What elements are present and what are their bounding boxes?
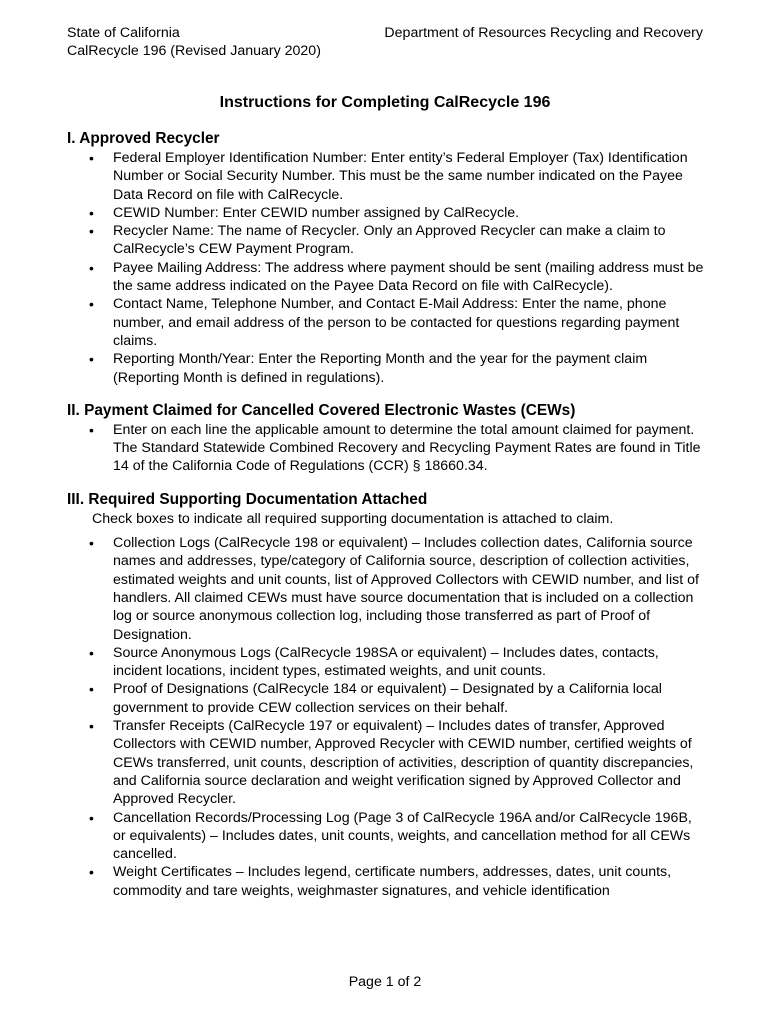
bullet-icon: • xyxy=(89,535,94,552)
list-item xyxy=(67,534,707,644)
header-form-id: CalRecycle 196 (Revised January 2020) xyxy=(67,43,321,59)
list-item xyxy=(67,204,707,222)
bullet-list xyxy=(67,149,707,387)
list-item-text: Contact Name, Telephone Number, and Contact E-Mail Address: Enter the name, phone number, and email address of the person to be contacted for questions regarding payment claims. xyxy=(113,296,680,349)
header-state: State of California xyxy=(67,25,180,41)
bullet-icon: • xyxy=(89,864,94,881)
list-item-text: Recycler Name: The name of Recycler. Only an Approved Recycler can make a claim to CalRecycle’s CEW Payment Program. xyxy=(113,223,666,258)
page-title: Instructions for Completing CalRecycle 196 xyxy=(219,94,551,111)
list-item xyxy=(67,149,707,204)
list-item xyxy=(67,350,707,387)
list-item xyxy=(67,421,707,476)
bullet-icon: • xyxy=(89,296,94,313)
section-payment-claimed xyxy=(67,401,707,476)
bullet-icon: • xyxy=(89,204,94,221)
list-item-text: Transfer Receipts (CalRecycle 197 or equivalent) – Includes dates of transfer, Approved Collectors with CEWID number, Approved Recycler with CEWID number, certified weights of CEWs transferred, unit counts, description of activities, description of quantity discrepancies, and California source declaration and weight verification signed by Approved Collector and Approved Recycler. xyxy=(113,718,694,808)
list-item-text: Reporting Month/Year: Enter the Reporting Month and the year for the payment claim (Reporting Month is defined in regulations). xyxy=(113,351,648,386)
list-item-text: Federal Employer Identification Number: Enter entity’s Federal Employer (Tax) Identification Number or Social Security Number. This must be the same number indicated on the Payee Data Record on file with CalRecycle. xyxy=(113,150,688,203)
header-department: Department of Resources Recycling and Recovery xyxy=(384,25,703,41)
list-item xyxy=(67,644,707,681)
section-heading: I. Approved Recycler xyxy=(67,130,220,147)
list-item-text: CEWID Number: Enter CEWID number assigned by CalRecycle. xyxy=(113,204,520,221)
list-item xyxy=(67,259,707,296)
list-item xyxy=(67,680,707,717)
section-heading: III. Required Supporting Documentation Attached xyxy=(67,490,428,508)
section-supporting-documentation xyxy=(67,490,707,900)
bullet-icon: • xyxy=(89,421,94,438)
list-item-text: Cancellation Records/Processing Log (Page 3 of CalRecycle 196A and/or CalRecycle 196B, or equivalents) – Includes dates, unit counts, weights, and cancellation method for all CEWs cancelled. xyxy=(113,809,692,863)
bullet-list xyxy=(67,421,707,476)
header-left xyxy=(67,24,321,60)
page-number: Page 1 of 2 xyxy=(348,974,422,990)
list-item xyxy=(67,295,707,350)
bullet-icon: • xyxy=(89,223,94,240)
bullet-icon: • xyxy=(89,351,94,368)
list-item-text: Source Anonymous Logs (CalRecycle 198SA or equivalent) – Includes dates, contacts, incident locations, incident types, estimated weights, and unit counts. xyxy=(113,644,659,680)
bullet-list xyxy=(67,534,707,900)
list-item xyxy=(67,717,707,808)
section-heading: II. Payment Claimed for Cancelled Covered Electronic Wastes (CEWs) xyxy=(67,401,576,419)
bullet-icon: • xyxy=(89,718,94,735)
bullet-icon: • xyxy=(89,259,94,276)
list-item-text: Weight Certificates – Includes legend, certificate numbers, addresses, dates, unit counts, commodity and tare weights, weighmaster signatures, and vehicle identification xyxy=(113,864,672,899)
bullet-icon: • xyxy=(89,809,94,826)
list-item-text: Enter on each line the applicable amount to determine the total amount claimed for payment. The Standard Statewide Combined Recovery and Recycling Payment Rates are found in Title 14 of the California Code of Regulations (CCR) § 18660.34. xyxy=(113,421,701,475)
bullet-icon: • xyxy=(89,681,94,698)
section-intro: Check boxes to indicate all required supporting documentation is attached to claim. xyxy=(92,510,614,527)
list-item-text: Proof of Designations (CalRecycle 184 or equivalent) – Designated by a California local government to provide CEW collection services on their behalf. xyxy=(113,681,662,716)
document-body xyxy=(67,129,707,914)
list-item xyxy=(67,863,707,900)
list-item xyxy=(67,809,707,864)
bullet-icon: • xyxy=(89,150,94,166)
list-item-text: Payee Mailing Address: The address where payment should be sent (mailing address must be the same address indicated on the Payee Data Record on file with CalRecycle). xyxy=(113,259,704,295)
list-item-text: Collection Logs (CalRecycle 198 or equivalent) – Includes collection dates, California source names and addresses, type/category of California source, description of collection activities, estimated weights and unit counts, list of Approved Collectors with CEWID number, and list of handlers. All claimed CEWs must have source documentation that is included on a collection log or source anonymous collection log, including those transferred as part of Proof of Designation. xyxy=(113,535,699,643)
section-approved-recycler xyxy=(67,129,707,387)
list-item xyxy=(67,222,707,259)
bullet-icon: • xyxy=(89,644,94,661)
